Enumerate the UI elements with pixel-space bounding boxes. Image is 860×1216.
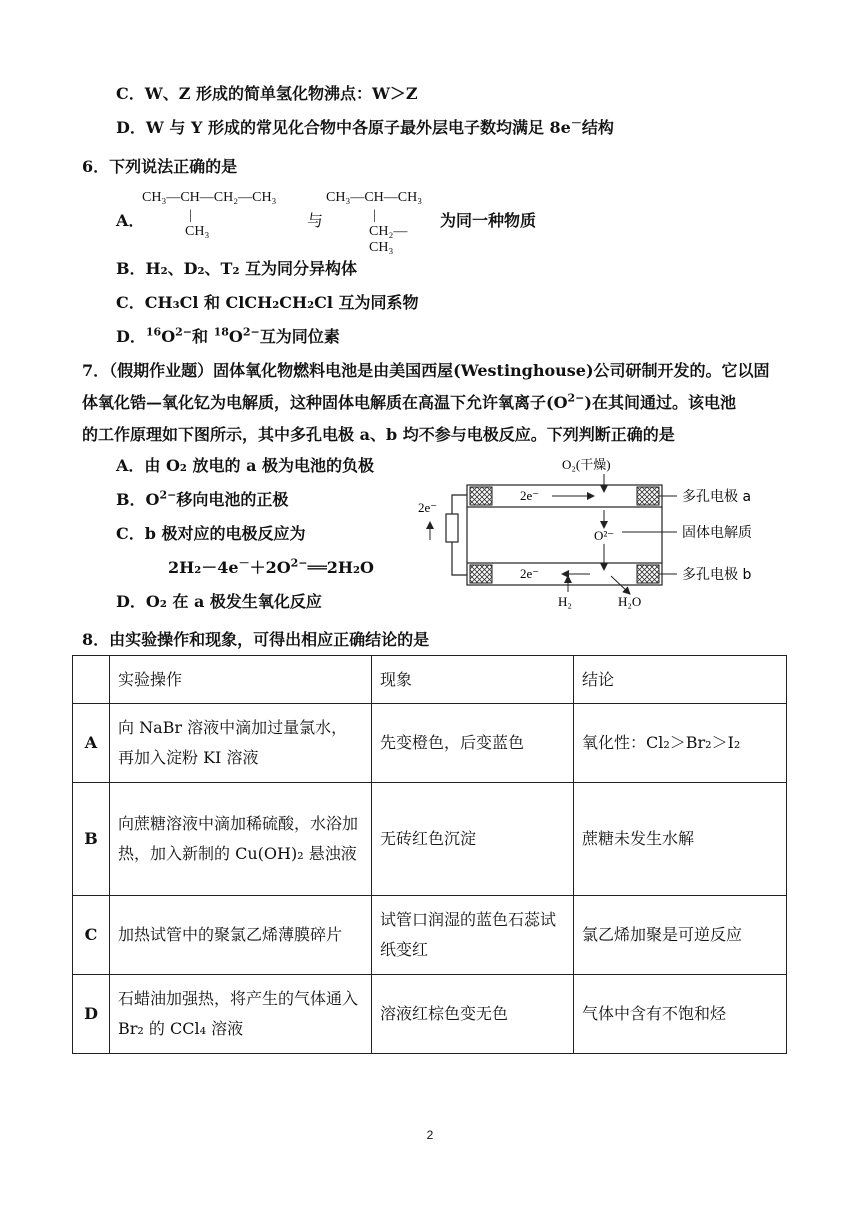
q7-stem-line-1: 7．（假期作业题）固体氧化物燃料电池是由美国西屋(Westinghouse)公司研制开发的。它以固 bbox=[82, 361, 770, 380]
q7-option-c: C．b 极对应的电极反应为 bbox=[116, 524, 306, 543]
q6-molecule-2: CH₃—CH—CH₃ | CH₂—CH₃ bbox=[326, 190, 423, 255]
table-row bbox=[73, 975, 787, 1054]
row-phenomenon: 试管口润湿的蓝色石蕊试纸变红 bbox=[372, 896, 574, 975]
electrode-a-label: 多孔电极 a bbox=[682, 489, 752, 505]
q5-option-d: D．W 与 Y 形成的常见化合物中各原子最外层电子数均满足 8e－结构 bbox=[116, 116, 614, 137]
q7-stem-line-3: 的工作原理如下图所示，其中多孔电极 a、b 均不参与电极反应。下列判断正确的是 bbox=[82, 425, 675, 444]
q7-option-a: A．由 O₂ 放电的 a 极为电池的负极 bbox=[116, 456, 375, 475]
table-header-cell: 现象 bbox=[372, 656, 574, 704]
h2o-label: H₂O bbox=[618, 594, 642, 609]
table-header-cell: 实验操作 bbox=[110, 656, 372, 704]
table-row bbox=[73, 896, 787, 975]
row-conclusion: 蔗糖未发生水解 bbox=[574, 783, 787, 896]
q6-option-a-label: A． bbox=[116, 211, 145, 230]
o2-label: O₂(干燥) bbox=[562, 457, 611, 472]
h2-label: H₂ bbox=[558, 594, 572, 609]
row-key: B bbox=[73, 783, 110, 896]
table-header-cell bbox=[73, 656, 110, 704]
row-conclusion: 气体中含有不饱和烃 bbox=[574, 975, 787, 1054]
page-number: 2 bbox=[426, 1128, 434, 1142]
q7-option-c-equation: $2H_2-4e^-+2O^{2-}══2H_2O$ bbox=[168, 556, 374, 577]
table-row bbox=[73, 783, 787, 896]
oxide-ion-label: O²⁻ bbox=[594, 528, 615, 543]
q6-molecule-1: CH₃—CH—CH₂—CH₃ | CH₃ bbox=[142, 190, 277, 239]
electrode-b-label: 多孔电极 b bbox=[682, 567, 752, 583]
row-operation: 向 NaBr 溶液中滴加过量氯水，再加入淀粉 KI 溶液 bbox=[110, 704, 372, 783]
q6-connector: 与 bbox=[307, 211, 324, 230]
electron-bottom-label: 2e⁻ bbox=[520, 566, 540, 581]
q7-option-b: B．$O^{2-}$移向电池的正极 bbox=[116, 488, 289, 509]
row-conclusion: 氧化性：Cl₂＞Br₂＞I₂ bbox=[574, 704, 787, 783]
q6-option-b: B．H₂、D₂、T₂ 互为同分异构体 bbox=[116, 259, 358, 278]
q6-option-a-tail: 为同一种物质 bbox=[440, 211, 537, 230]
q7-option-d: D．O₂ 在 a 极发生氧化反应 bbox=[116, 592, 322, 611]
experiment-table bbox=[72, 655, 787, 1054]
electron-top-label: 2e⁻ bbox=[520, 488, 540, 503]
table-header-row bbox=[73, 656, 787, 704]
row-phenomenon: 先变橙色，后变蓝色 bbox=[372, 704, 574, 783]
row-phenomenon: 无砖红色沉淀 bbox=[372, 783, 574, 896]
row-key: C bbox=[73, 896, 110, 975]
q5-option-c: C．W、Z 形成的简单氢化物沸点：W＞Z bbox=[116, 84, 418, 103]
q8-stem: 8．由实验操作和现象，可得出相应正确结论的是 bbox=[82, 630, 430, 649]
q6-stem: 6．下列说法正确的是 bbox=[82, 157, 238, 176]
table-header-cell: 结论 bbox=[574, 656, 787, 704]
row-operation: 石蜡油加强热，将产生的气体通入 Br₂ 的 CCl₄ 溶液 bbox=[110, 975, 372, 1054]
fuel-cell-diagram bbox=[412, 452, 802, 612]
q6-option-c: C．CH₃Cl 和 ClCH₂CH₂Cl 互为同系物 bbox=[116, 293, 419, 312]
row-key: D bbox=[73, 975, 110, 1054]
row-conclusion: 氯乙烯加聚是可逆反应 bbox=[574, 896, 787, 975]
row-operation: 加热试管中的聚氯乙烯薄膜碎片 bbox=[110, 896, 372, 975]
table-row bbox=[73, 704, 787, 783]
row-key: A bbox=[73, 704, 110, 783]
row-phenomenon: 溶液红棕色变无色 bbox=[372, 975, 574, 1054]
row-operation: 向蔗糖溶液中滴加稀硫酸，水浴加热，加入新制的 Cu(OH)₂ 悬浊液 bbox=[110, 783, 372, 896]
electrolyte-label: 固体电解质 bbox=[682, 525, 752, 541]
q6-option-d: D．$^{16}O^{2-}$和 $^{18}O^{2-}$互为同位素 bbox=[116, 325, 340, 346]
electron-left-label: 2e⁻ bbox=[418, 500, 438, 515]
q7-stem-line-2: 体氧化锆—氧化钇为电解质，这种固体电解质在高温下允许氧离子$(O^{2-})$在其间通过。该电池 bbox=[82, 391, 736, 412]
